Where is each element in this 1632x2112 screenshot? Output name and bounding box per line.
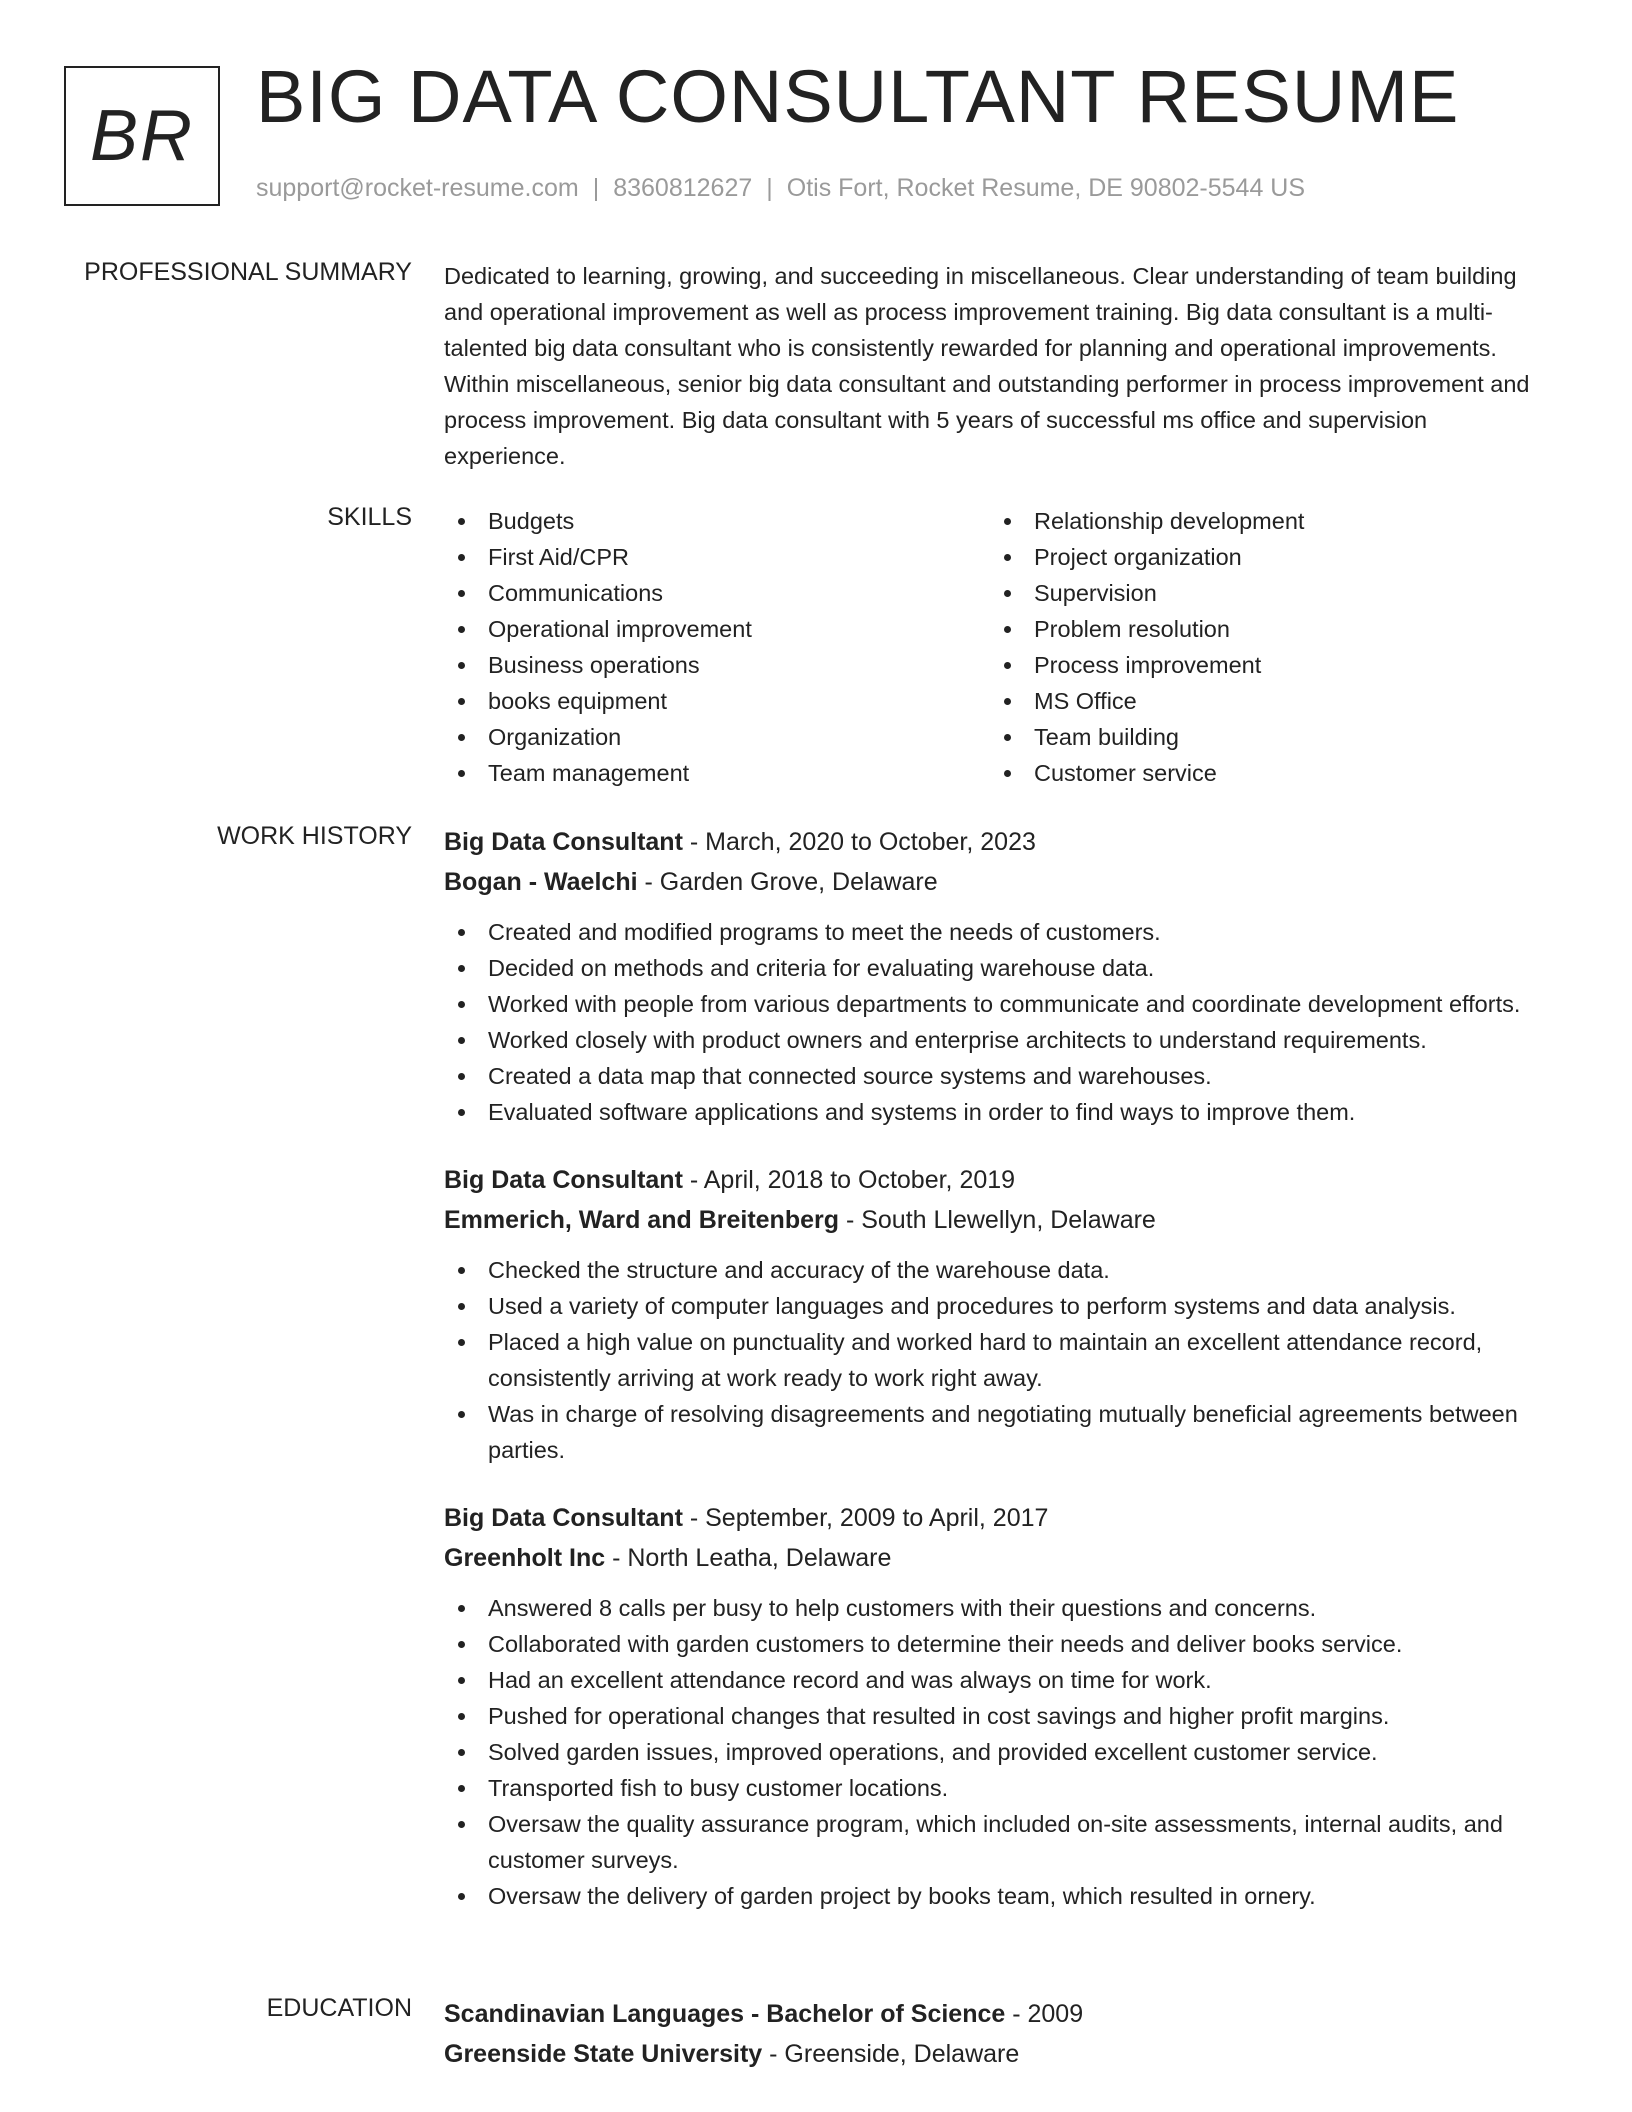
skill-item: Relationship development xyxy=(990,503,1536,539)
job-bullet: Oversaw the delivery of garden project by books team, which resulted in ornery. xyxy=(444,1878,1554,1914)
skill-item: Team building xyxy=(990,719,1536,755)
job-company-line xyxy=(444,1538,1554,1578)
job-bullets xyxy=(444,1252,1554,1468)
contact-separator: | xyxy=(766,174,773,202)
skill-item: Process improvement xyxy=(990,647,1536,683)
skills-list-left xyxy=(444,503,990,791)
job-dates: - March, 2020 to October, 2023 xyxy=(682,828,1036,856)
contact-line xyxy=(256,174,1305,203)
skill-item: Customer service xyxy=(990,755,1536,791)
job-title-line xyxy=(444,1160,1554,1200)
skill-item: Budgets xyxy=(444,503,990,539)
education-body xyxy=(444,1994,1554,2074)
skills-grid xyxy=(444,503,1554,791)
job-entry xyxy=(444,822,1554,1130)
work-body xyxy=(444,822,1554,1944)
skills-label: SKILLS xyxy=(327,503,412,531)
skill-item: Operational improvement xyxy=(444,611,990,647)
job-title: Big Data Consultant xyxy=(444,828,683,856)
job-location: - North Leatha, Delaware xyxy=(605,1544,892,1572)
job-bullets xyxy=(444,914,1554,1130)
skill-item: Project organization xyxy=(990,539,1536,575)
job-entry xyxy=(444,1160,1554,1468)
job-company: Greenholt Inc xyxy=(444,1544,606,1572)
contact-separator: | xyxy=(592,174,600,202)
job-title-line xyxy=(444,822,1554,862)
education-degree: Scandinavian Languages - Bachelor of Science xyxy=(444,2000,1006,2028)
summary-text: Dedicated to learning, growing, and succeeding in miscellaneous. Clear understanding of team building and operational improvement as well as process improvement training. Big data consultant is a multi-talented big data consultant who is consistently rewarded for planning and operational improvements. Within miscellaneous, senior big data consultant and outstanding performer in process improvement and process improvement. Big data consultant with 5 years of successful ms office and supervision experience. xyxy=(444,263,1530,469)
job-bullets xyxy=(444,1590,1554,1914)
education-school-line xyxy=(444,2034,1554,2074)
job-bullet: Pushed for operational changes that resulted in cost savings and higher profit margins. xyxy=(444,1698,1554,1734)
work-label: WORK HISTORY xyxy=(217,822,412,850)
contact-address: Otis Fort, Rocket Resume, DE 90802-5544 US xyxy=(786,174,1306,202)
education-degree-line xyxy=(444,1994,1554,2034)
education-location: - Greenside, Delaware xyxy=(762,2040,1020,2068)
job-location: - South Llewellyn, Delaware xyxy=(839,1206,1156,1234)
job-bullet: Solved garden issues, improved operations, and provided excellent customer service. xyxy=(444,1734,1554,1770)
job-title: Big Data Consultant xyxy=(444,1504,683,1532)
skills-list-right xyxy=(990,503,1536,791)
education-label: EDUCATION xyxy=(266,1994,412,2022)
skill-item: Business operations xyxy=(444,647,990,683)
contact-email: support@rocket-resume.com xyxy=(256,174,579,202)
job-bullet: Worked with people from various departments to communicate and coordinate development efforts. xyxy=(444,986,1554,1022)
job-bullet: Oversaw the quality assurance program, which included on-site assessments, internal audits, and customer surveys. xyxy=(444,1806,1554,1878)
job-location: - Garden Grove, Delaware xyxy=(637,868,938,896)
job-bullet: Answered 8 calls per busy to help customers with their questions and concerns. xyxy=(444,1590,1554,1626)
job-bullet: Placed a high value on punctuality and worked hard to maintain an excellent attendance record, consistently arriving at work ready to work right away. xyxy=(444,1324,1554,1396)
job-company-line xyxy=(444,862,1554,902)
job-bullet: Had an excellent attendance record and was always on time for work. xyxy=(444,1662,1554,1698)
summary-body xyxy=(444,258,1554,474)
skill-item: Organization xyxy=(444,719,990,755)
job-title: Big Data Consultant xyxy=(444,1166,683,1194)
job-entry xyxy=(444,1498,1554,1914)
job-bullet: Evaluated software applications and systems in order to find ways to improve them. xyxy=(444,1094,1554,1130)
education-year: - 2009 xyxy=(1005,2000,1084,2028)
job-bullet: Worked closely with product owners and enterprise architects to understand requirements. xyxy=(444,1022,1554,1058)
skill-item: Supervision xyxy=(990,575,1536,611)
job-bullet: Decided on methods and criteria for evaluating warehouse data. xyxy=(444,950,1554,986)
job-title-line xyxy=(444,1498,1554,1538)
job-bullet: Checked the structure and accuracy of the warehouse data. xyxy=(444,1252,1554,1288)
job-bullet: Transported fish to busy customer locations. xyxy=(444,1770,1554,1806)
job-company-line xyxy=(444,1200,1554,1240)
job-dates: - September, 2009 to April, 2017 xyxy=(682,1504,1049,1532)
skills-body xyxy=(444,503,1554,791)
job-bullet: Was in charge of resolving disagreements and negotiating mutually beneficial agreements between parties. xyxy=(444,1396,1554,1468)
monogram-logo: BR xyxy=(64,66,220,206)
job-company: Emmerich, Ward and Breitenberg xyxy=(444,1206,839,1234)
summary-label: PROFESSIONAL SUMMARY xyxy=(84,258,412,286)
skill-item: First Aid/CPR xyxy=(444,539,990,575)
contact-phone: 8360812627 xyxy=(613,174,753,202)
education-school: Greenside State University xyxy=(444,2040,763,2068)
job-bullet: Collaborated with garden customers to determine their needs and deliver books service. xyxy=(444,1626,1554,1662)
job-bullet: Created and modified programs to meet the needs of customers. xyxy=(444,914,1554,950)
skill-item: Communications xyxy=(444,575,990,611)
skill-item: Problem resolution xyxy=(990,611,1536,647)
job-bullet: Used a variety of computer languages and procedures to perform systems and data analysis. xyxy=(444,1288,1554,1324)
job-company: Bogan - Waelchi xyxy=(444,868,638,896)
job-bullet: Created a data map that connected source systems and warehouses. xyxy=(444,1058,1554,1094)
job-dates: - April, 2018 to October, 2019 xyxy=(682,1166,1016,1194)
skill-item: MS Office xyxy=(990,683,1536,719)
skill-item: Team management xyxy=(444,755,990,791)
skill-item: books equipment xyxy=(444,683,990,719)
resume-title: BIG DATA CONSULTANT RESUME xyxy=(256,55,1460,138)
